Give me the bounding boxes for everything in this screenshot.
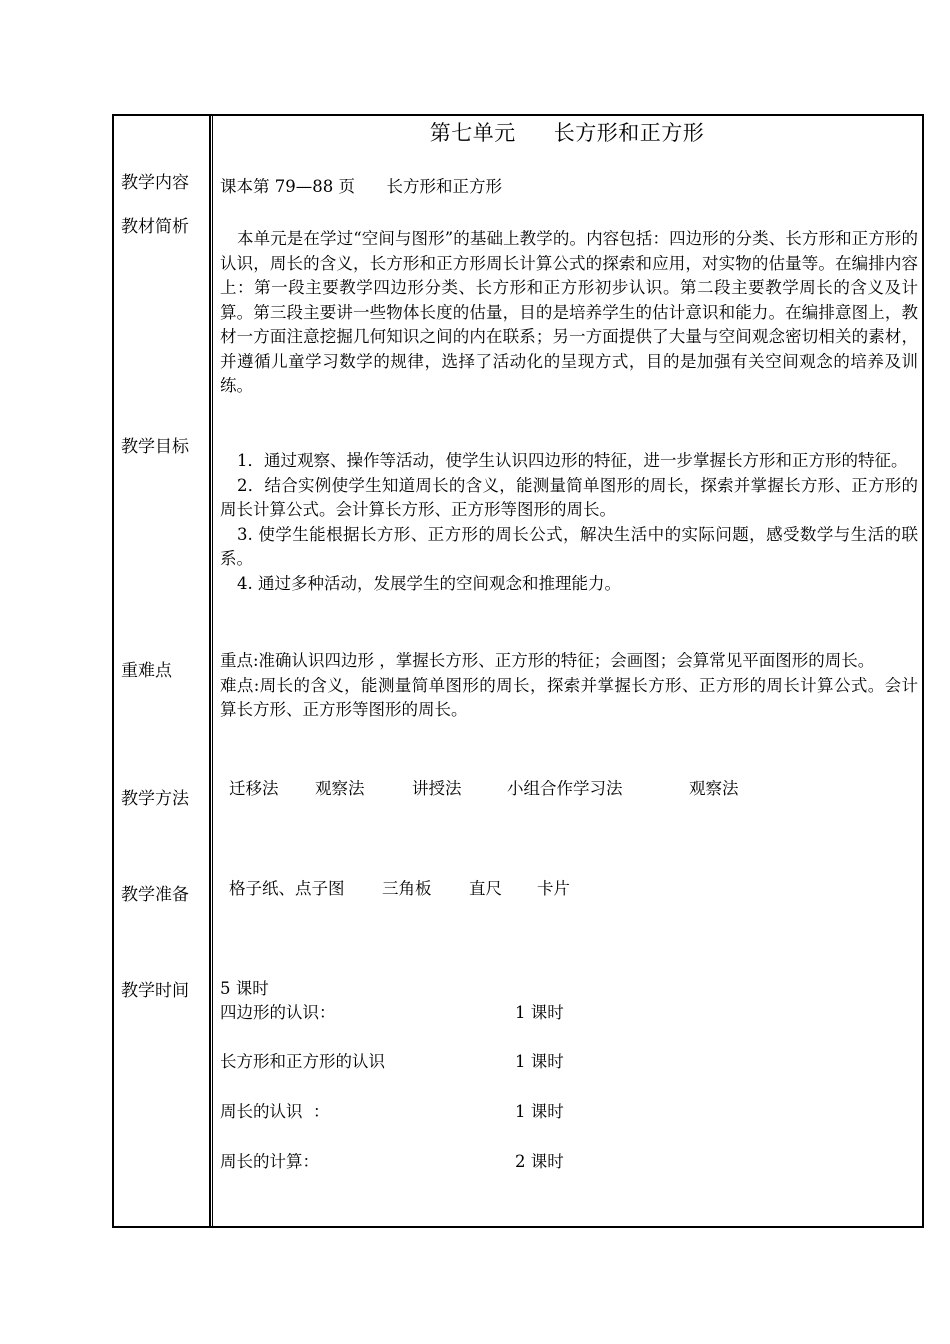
method-item: 观察法	[315, 779, 365, 798]
label-methods: 教学方法	[121, 789, 189, 809]
label-content: 教学内容	[121, 173, 189, 193]
table-bottom-border	[112, 1226, 924, 1228]
key-point: 重点:准确认识四边形 ，掌握长方形、正方形的特征；会画图；会算常见平面图形的周长。	[220, 651, 875, 670]
label-preparation: 教学准备	[121, 885, 189, 905]
key-points-text	[220, 649, 918, 723]
content-text: 课本第 79—88 页 长方形和正方形	[220, 177, 502, 196]
goal-item: 3. 使学生能根据长方形、正方形的周长公式，解决生活中的实际问题，感受数学与生活的联系。	[220, 524, 918, 568]
difficult-point: 难点:周长的含义，能测量简单图形的周长，探索并掌握长方形、正方形的周长计算公式。会计算长方形、正方形等图形的周长。	[220, 675, 918, 719]
schedule-topic: 长方形和正方形的认识	[220, 1052, 385, 1071]
prep-item: 格子纸、点子图	[229, 879, 345, 898]
column-divider-inner	[212, 114, 213, 1228]
schedule-hours: 2 课时	[515, 1152, 564, 1171]
label-time: 教学时间	[121, 981, 189, 1001]
prep-item: 直尺	[469, 879, 502, 898]
goal-item: 2．结合实例使学生知道周长的含义，能测量简单图形的周长，探索并掌握长方形、正方形的周长计算公式。会计算长方形、正方形等图形的周长。	[220, 475, 918, 519]
prep-item: 卡片	[537, 879, 570, 898]
schedule-hours: 1 课时	[515, 1052, 564, 1071]
goals-list	[220, 449, 918, 596]
column-divider	[209, 114, 211, 1228]
analysis-text	[220, 227, 918, 399]
schedule-topic: 周长的计算：	[220, 1152, 319, 1171]
goal-item: 1．通过观察、操作等活动，使学生认识四边形的特征，进一步掌握长方形和正方形的特征。	[237, 451, 908, 470]
total-hours: 5 课时	[220, 979, 269, 998]
table-left-border	[112, 114, 114, 1228]
label-key-points: 重难点	[121, 661, 172, 681]
prep-item: 三角板	[382, 879, 432, 898]
label-analysis: 教材简析	[121, 217, 189, 237]
unit-number: 第七单元	[429, 121, 516, 145]
schedule-topic: 四边形的认识：	[220, 1003, 336, 1022]
label-goals: 教学目标	[121, 437, 189, 457]
method-item: 讲授法	[412, 779, 462, 798]
unit-topic: 长方形和正方形	[553, 121, 705, 145]
analysis-paragraph: 本单元是在学过“空间与图形”的基础上教学的。内容包括：四边形的分类、长方形和正方形的认识，周长的含义，长方形和正方形周长计算公式的探索和应用，对实物的估量等。在编排内容上：第一段主要教学四边形分类、长方形和正方形初步认识。第二段主要教学周长的含义及计算。第三段主要讲一些物体长度的估量，目的是培养学生的估计意识和能力。在编排意图上，教材一方面注意挖掘几何知识之间的内在联系；另一方面提供了大量与空间观念密切相关的素材，并遵循儿童学习数学的规律，选择了活动化的呈现方式，目的是加强有关空间观念的培养及训练。	[220, 229, 918, 395]
goal-item: 4. 通过多种活动，发展学生的空间观念和推理能力。	[237, 573, 621, 593]
method-item: 迁移法	[229, 779, 279, 798]
method-item: 观察法	[689, 779, 739, 798]
schedule-topic: 周长的认识 ：	[220, 1102, 330, 1121]
unit-title	[213, 118, 921, 148]
schedule-hours: 1 课时	[515, 1003, 564, 1022]
schedule-hours: 1 课时	[515, 1102, 564, 1121]
method-item: 小组合作学习法	[507, 779, 623, 798]
